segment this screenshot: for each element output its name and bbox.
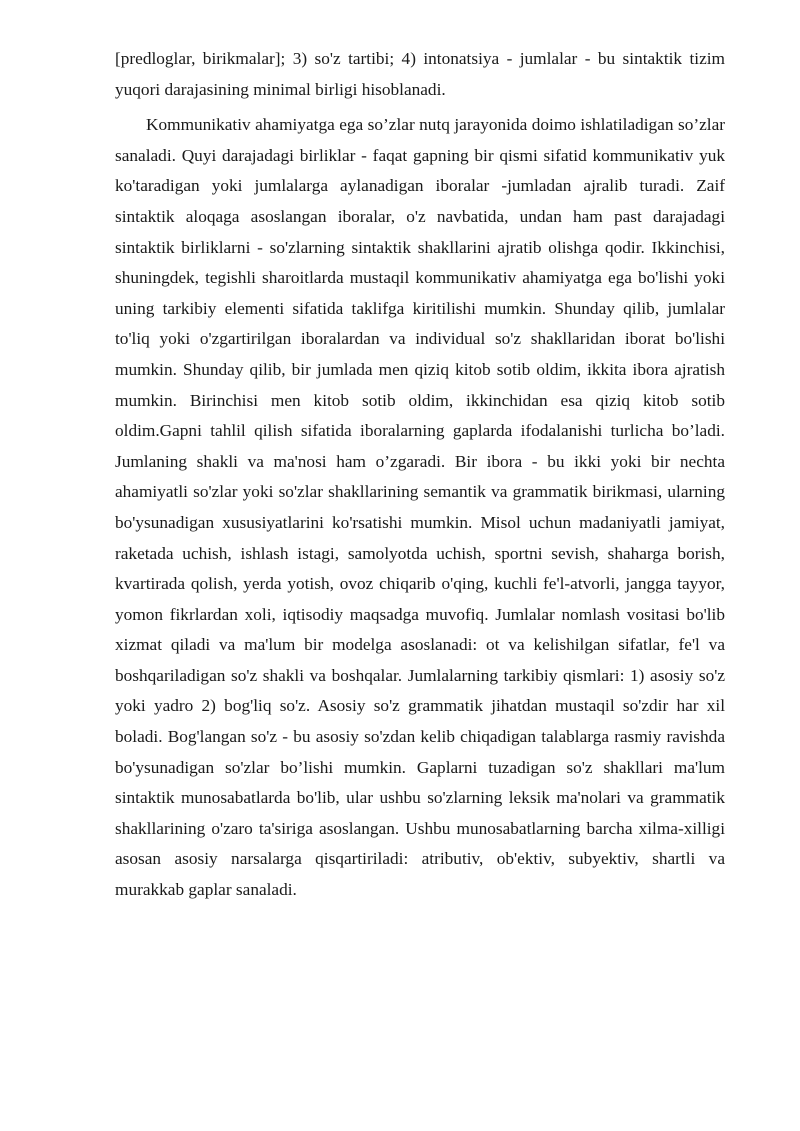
paragraph-main: Kommunikativ ahamiyatga ega so’zlar nutq jarayonida doimo ishlatiladigan so’zlar sanaladi. Quyi darajadagi birliklar - faqat gapning bir qismi sifatid kommunikativ yuk ko'taradigan yoki jumlalarga aylanadigan iboralar -jumladan ajralib turadi. Zaif sintaktik aloqaga asoslangan iboralar, o'z navbatida, undan ham past darajadagi sintaktik birliklarni - so'zlarning sintaktik shakllarini ajratib olishga qodir. Ikkinchisi, shuningdek, tegishli sharoitlarda mustaqil kommunikativ ahamiyatga ega bo'lishi yoki uning tarkibiy elementi sifatida taklifga kiritilishi mumkin. Shunday qilib, jumlalar to'liq yoki o'zgartirilgan iboralardan va individual so'z shakllaridan iborat bo'lishi mumkin. Shunday qilib, bir jumlada men qiziq kitob sotib oldim, ikkita ibora ajratish mumkin. Birinchisi men kitob sotib oldim, ikkinchidan esa qiziq kitob sotib oldim.Gapni tahlil qilish sifatida iboralarning gaplarda ifodalanishi turlicha bo’ladi. Jumlaning shakli va ma'nosi ham o’zgaradi. Bir ibora - bu ikki yoki bir nechta ahamiyatli so'zlar yoki so'zlar shakllarining semantik va grammatik birikmasi, ularning bo'ysunadigan xususiyatlarini ko'rsatishi mumkin. Misol uchun madaniyatli jamiyat, raketada uchish, ishlash istagi, samolyotda uchish, sportni sevish, shaharga borish, kvartirada qolish, yerda yotish, ovoz chiqarib o'qing, kuchli fe'l-atvorli, jangga tayyor, yomon fikrlardan xoli, iqtisodiy maqsadga muvofiq. Jumlalar nomlash vositasi bo'lib xizmat qiladi va ma'lum bir modelga asoslanadi: ot va kelishilgan sifatlar, fe'l va boshqariladigan so'z shakli va boshqalar. Jumlalarning tarkibiy qismlari: 1) asosiy so'z yoki yadro 2) bog'liq so'z. Asosiy so'z grammatik jihatdan mustaqil so'zdir har xil boladi. Bog'langan so'z - bu asosiy so'zdan kelib chiqadigan talablarga rasmiy ravishda bo'ysunadigan so'zlar bo’lishi mumkin. Gaplarni tuzadigan so'z shakllari ma'lum sintaktik munosabatlarda bo'lib, ular ushbu so'zlarning leksik ma'nolari va grammatik shakllarining o'zaro ta'siriga asoslangan. Ushbu munosabatlarning barcha xilma-xilligi asosan asosiy narsalarga qisqartiriladi: atributiv, ob'ektiv, subyektiv, shartli va murakkab gaplar sanaladi. <box>115 115 725 900</box>
paragraph-continuation: [predloglar, birikmalar]; 3) so'z tartibi; 4) intonatsiya - jumlalar - bu sintaktik tizim yuqori darajasining minimal birligi hisoblanadi. <box>115 49 725 99</box>
document-page <box>115 44 725 906</box>
